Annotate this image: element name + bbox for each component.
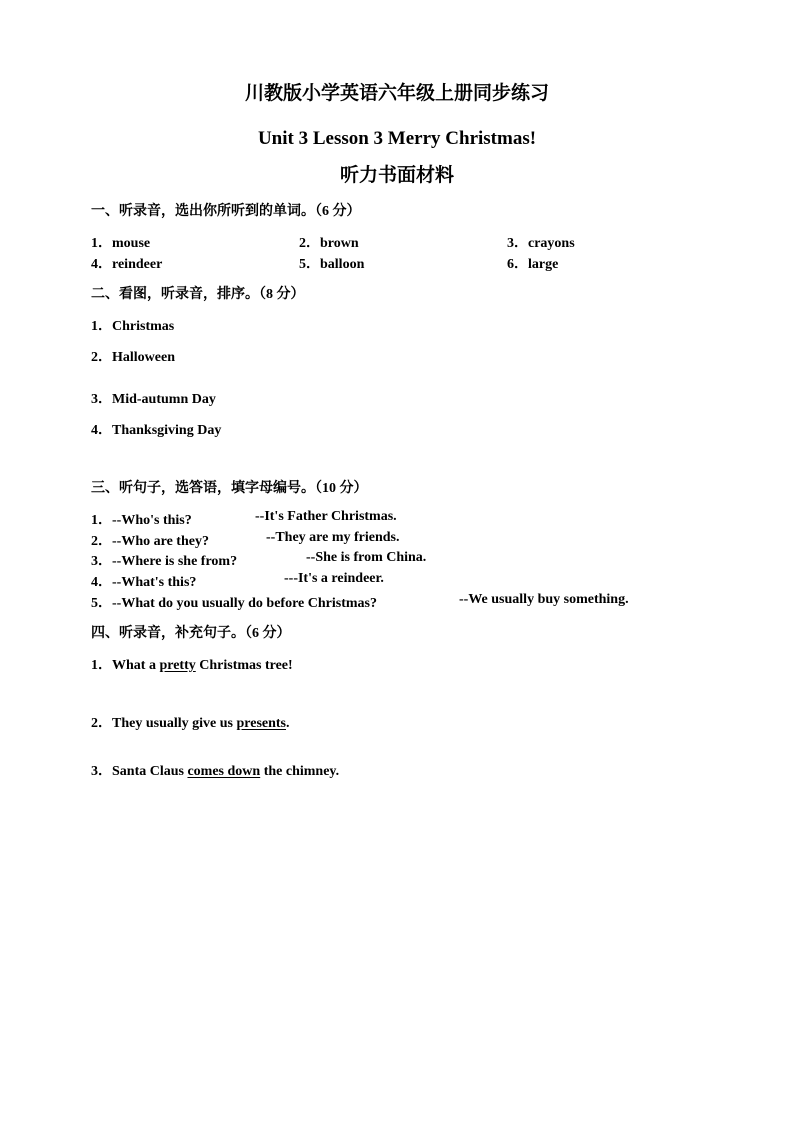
section3-question: 3．--Where is she from? — [91, 554, 238, 569]
section2-item: 1．Christmas — [91, 319, 175, 334]
section1-item: 6．large — [507, 257, 559, 272]
section3-answer: --We usually buy something. — [459, 592, 629, 607]
section4-sentence — [91, 654, 293, 674]
section3-question: 1．--Who's this? — [91, 513, 192, 528]
answer-blank: comes down — [187, 764, 261, 779]
section3-answer: --She is from China. — [306, 550, 427, 565]
section1-item: 2．brown — [299, 236, 359, 251]
section3-question: 2．--Who are they? — [91, 534, 209, 549]
section3-answer: --They are my friends. — [266, 530, 400, 545]
section3-answer: ---It's a reindeer. — [284, 571, 384, 586]
answer-blank: pretty — [159, 658, 196, 673]
section2-item: 2．Halloween — [91, 350, 175, 365]
page-title: 川教版小学英语六年级上册同步练习 — [244, 83, 549, 104]
section1-item: 4．reindeer — [91, 257, 163, 272]
section1-item: 1．mouse — [91, 236, 151, 251]
sentence-prefix: 3．Santa Claus — [91, 764, 188, 779]
section2-heading: 二、看图，听录音，排序。（8 分） — [91, 287, 305, 302]
section1-item: 5．balloon — [299, 257, 365, 272]
section4-sentence — [91, 712, 290, 732]
page-subtitle: 听力书面材料 — [339, 165, 454, 186]
sentence-prefix: 2．They usually give us — [91, 716, 237, 731]
section4-heading: 四、听录音，补充句子。（6 分） — [91, 626, 291, 641]
section2-item: 4．Thanksgiving Day — [91, 423, 222, 438]
unit-title: Unit 3 Lesson 3 Merry Christmas! — [257, 128, 537, 149]
sentence-suffix: Christmas tree! — [195, 658, 293, 673]
section1-item: 3．crayons — [507, 236, 575, 251]
sentence-prefix: 1．What a — [91, 658, 160, 673]
section3-answer: --It's Father Christmas. — [255, 509, 397, 524]
section3-question: 4．--What's this? — [91, 575, 197, 590]
sentence-suffix: the chimney. — [260, 764, 340, 779]
section4-sentence — [91, 760, 339, 780]
sentence-suffix: . — [286, 716, 290, 731]
answer-blank: presents — [236, 716, 287, 731]
section1-heading: 一、听录音，选出你所听到的单词。（6 分） — [91, 204, 361, 219]
section3-heading: 三、听句子，选答语，填字母编号。（10 分） — [91, 481, 368, 496]
section3-question: 5．--What do you usually do before Christmas? — [91, 596, 377, 611]
section2-item: 3．Mid-autumn Day — [91, 392, 216, 407]
